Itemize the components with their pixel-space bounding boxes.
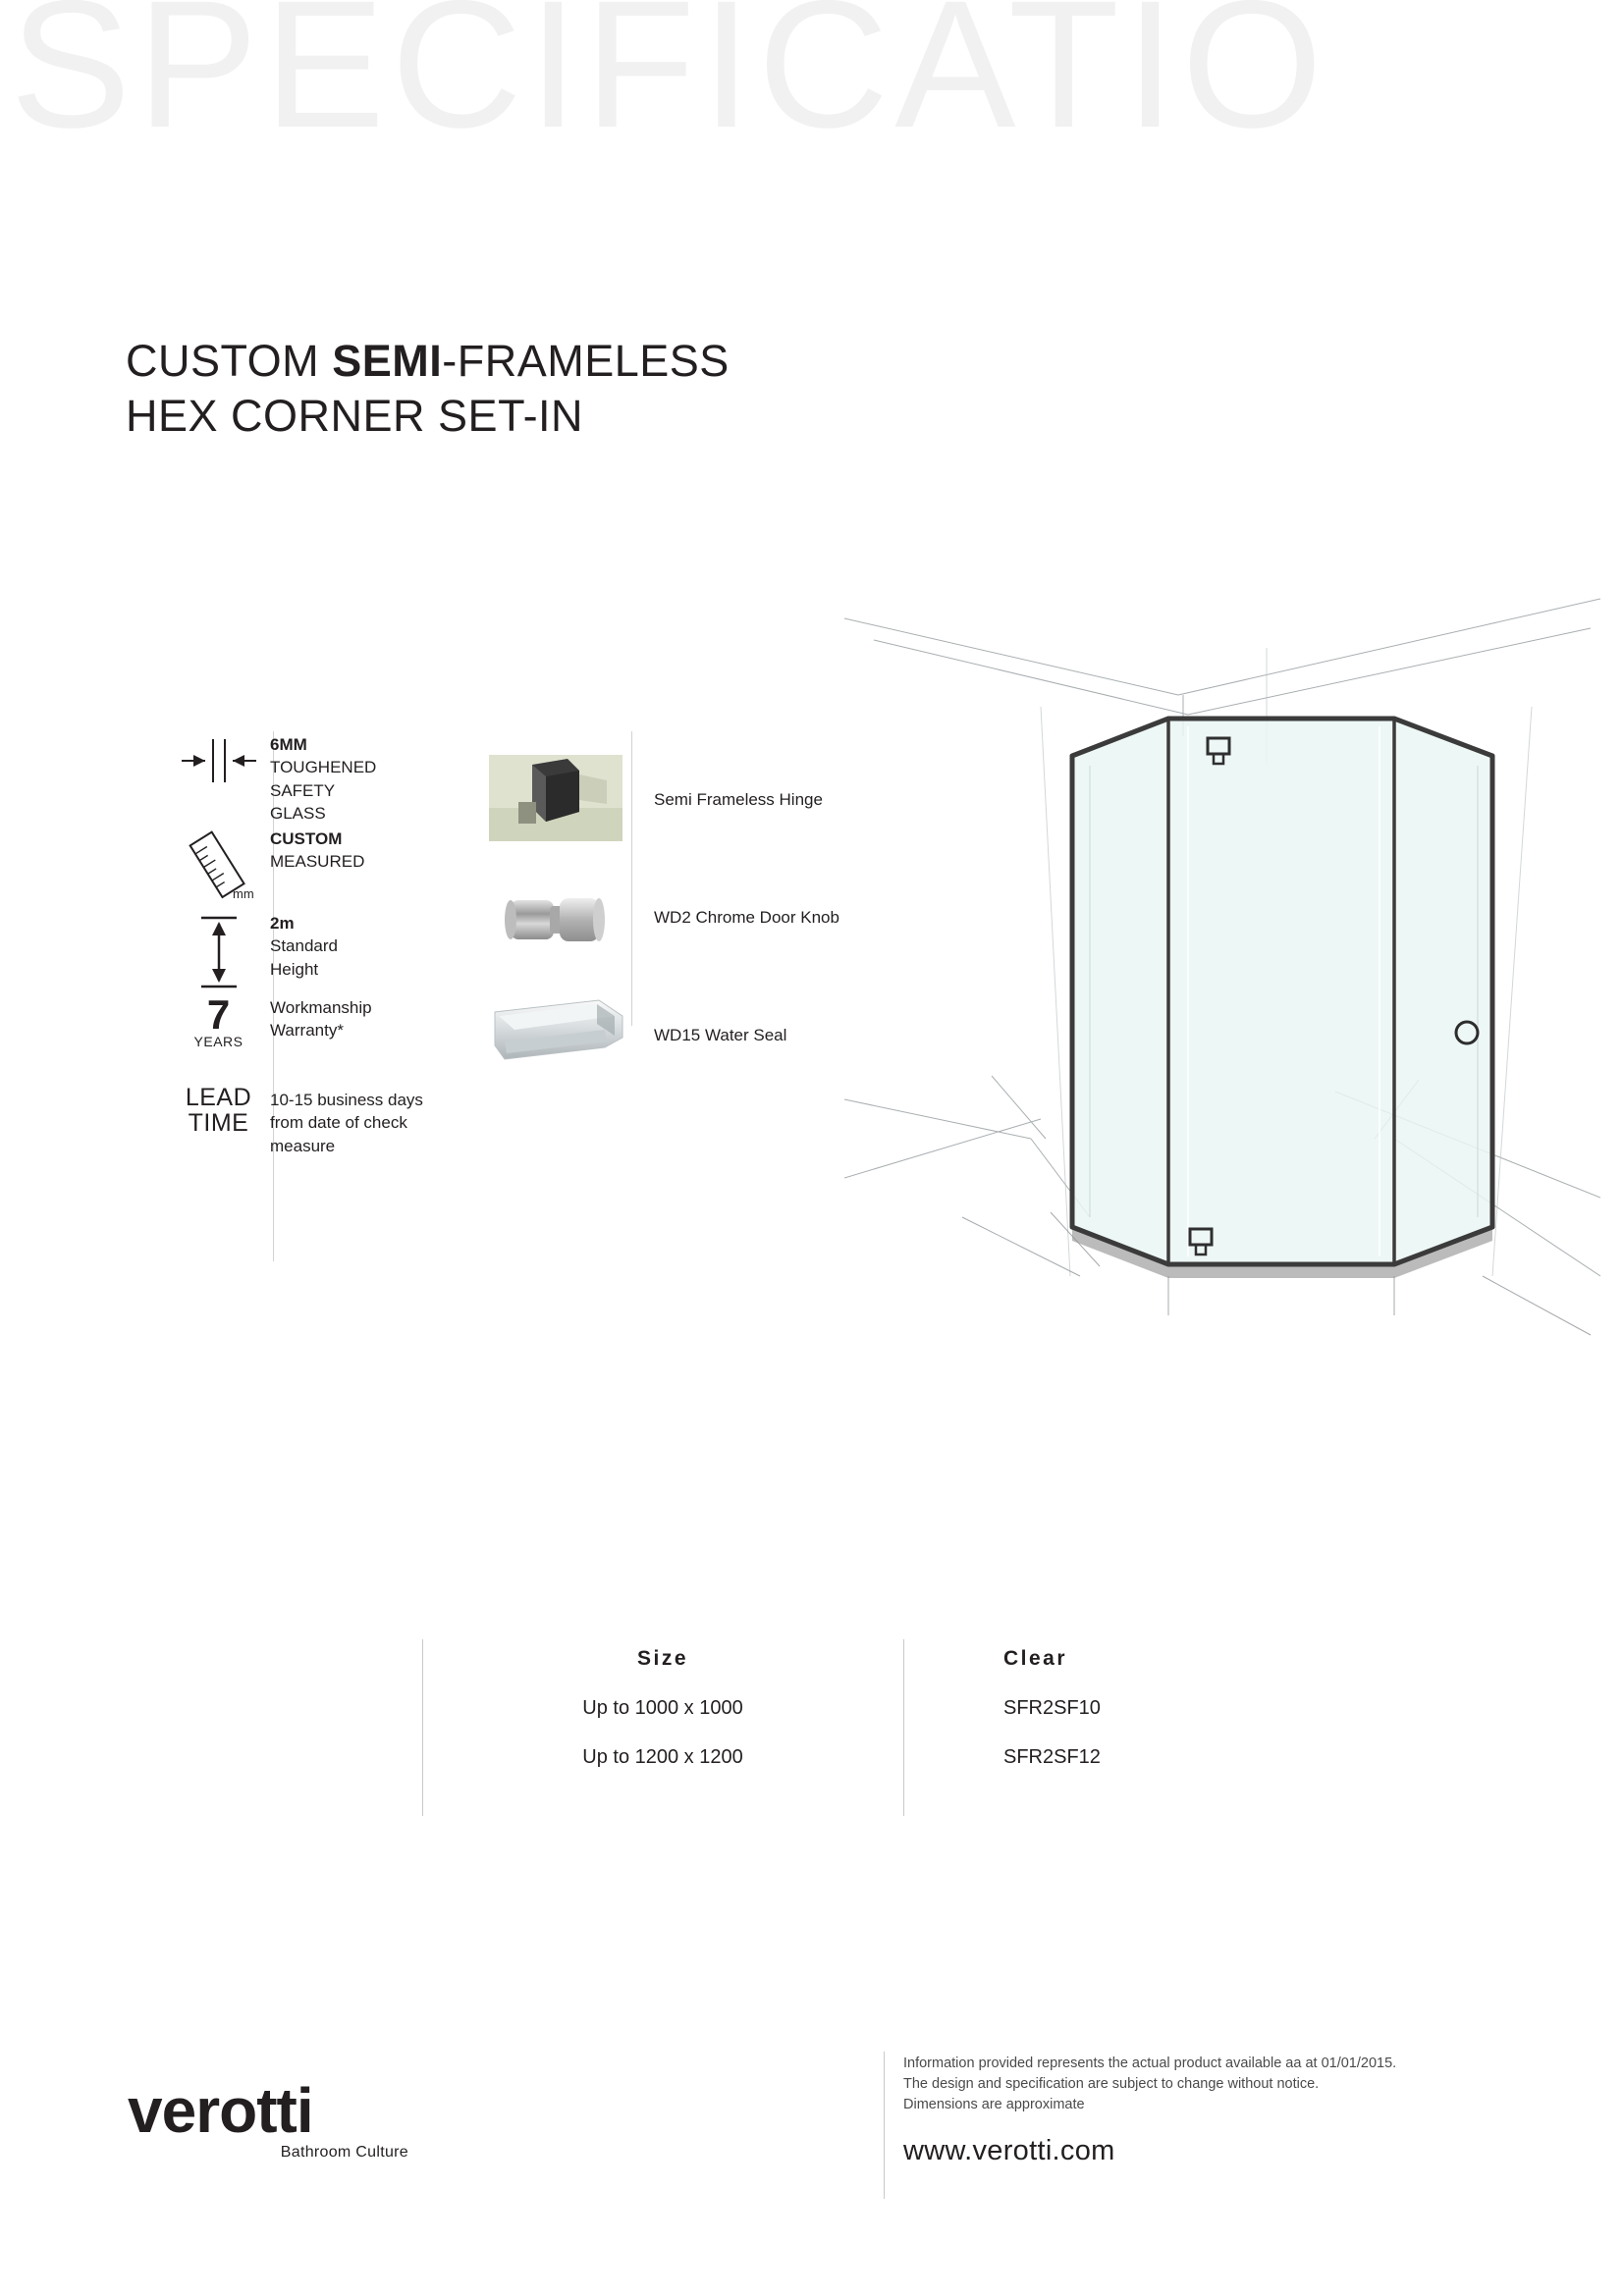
title-line-2: HEX CORNER SET-IN: [126, 391, 584, 442]
feature-custom-measured-title: CUSTOM: [270, 828, 343, 848]
feature-glass-thickness: [167, 731, 471, 826]
feature-lead-time: [167, 1079, 471, 1163]
hex-corner-shower-screen-illustration: [844, 589, 1600, 1433]
part-label-door-knob: WD2 Chrome Door Knob: [654, 908, 839, 927]
feature-lead-time-line3: measure: [270, 1136, 336, 1155]
footer-disclaimer: [903, 2054, 1492, 2115]
feature-lead-time-line2: from date of check: [270, 1113, 407, 1133]
feature-standard-height-line2: Height: [270, 959, 319, 979]
feature-glass-thickness-line2: SAFETY: [270, 780, 336, 800]
website-url[interactable]: www.verotti.com: [903, 2135, 1115, 2166]
title-suffix: -FRAMELESS: [442, 336, 730, 386]
feature-custom-measured-line1: MEASURED: [270, 852, 365, 872]
lead-time-icon: [167, 1079, 270, 1137]
table-header-clear: Clear: [1003, 1647, 1068, 1670]
warranty-years-number: 7: [206, 990, 231, 1038]
feature-glass-thickness-line1: TOUGHENED: [270, 758, 377, 777]
wd2-chrome-door-knob-photo: [489, 869, 636, 967]
feature-warranty-line1: Workmanship: [270, 997, 372, 1017]
title-prefix: CUSTOM: [126, 336, 333, 386]
height-arrow-icon: [167, 910, 270, 992]
wd15-water-seal-photo: [489, 987, 636, 1085]
footer-divider: [884, 2052, 885, 2199]
lead-time-label-1: LEAD: [185, 1083, 252, 1111]
feature-lead-time-line1: 10-15 business days: [270, 1090, 423, 1109]
table-cell-clear-2: SFR2SF12: [1003, 1746, 1101, 1768]
footer-disclaimer-line3: Dimensions are approximate: [903, 2097, 1085, 2113]
part-label-water-seal: WD15 Water Seal: [654, 1026, 787, 1044]
brand-logo: [128, 2075, 422, 2162]
ruler-icon-unit: mm: [232, 885, 254, 901]
feature-lead-time-text: [270, 1079, 423, 1157]
feature-standard-height-text: [270, 910, 338, 981]
feature-glass-thickness-title: 6MM: [270, 735, 307, 754]
features-list: [167, 731, 471, 1163]
page-title: [126, 334, 730, 445]
table-cell-size-2: Up to 1200 x 1200: [582, 1746, 743, 1768]
feature-custom-measured: [167, 826, 471, 910]
feature-standard-height-line1: Standard: [270, 936, 338, 956]
part-label-hinge: Semi Frameless Hinge: [654, 790, 823, 809]
brand-logo-wordmark: verotti: [128, 2075, 313, 2146]
footer-disclaimer-line1: Information provided represents the actual product available aa at 01/01/2015.: [903, 2056, 1397, 2071]
warranty-years-label: YEARS: [193, 1033, 243, 1049]
table-cell-clear-1: SFR2SF10: [1003, 1697, 1101, 1719]
feature-warranty-text: [270, 994, 372, 1042]
brand-logo-tagline: Bathroom Culture: [280, 2144, 408, 2161]
table-cell-size-1: Up to 1000 x 1000: [582, 1697, 743, 1719]
table-column-clear: [903, 1639, 1227, 1769]
feature-standard-height-title: 2m: [270, 913, 295, 933]
page-watermark: SPECIFICATIO: [10, 0, 1329, 166]
feature-custom-measured-text: [270, 826, 364, 874]
table-column-size: [422, 1639, 903, 1769]
feature-standard-height: [167, 910, 471, 994]
feature-warranty-line2: Warranty*: [270, 1021, 344, 1041]
feature-glass-thickness-text: [270, 731, 376, 826]
feature-warranty: [167, 990, 471, 1079]
semi-frameless-hinge-photo: [489, 751, 636, 849]
ruler-icon: [167, 826, 270, 904]
footer-disclaimer-line2: The design and specification are subject to change without notice.: [903, 2076, 1320, 2093]
title-bold: SEMI: [332, 336, 443, 386]
glass-thickness-icon: [167, 731, 270, 788]
table-header-size: Size: [636, 1647, 689, 1670]
warranty-years-icon: [167, 990, 270, 1049]
feature-glass-thickness-line3: GLASS: [270, 804, 326, 824]
lead-time-label-2: TIME: [188, 1109, 249, 1138]
